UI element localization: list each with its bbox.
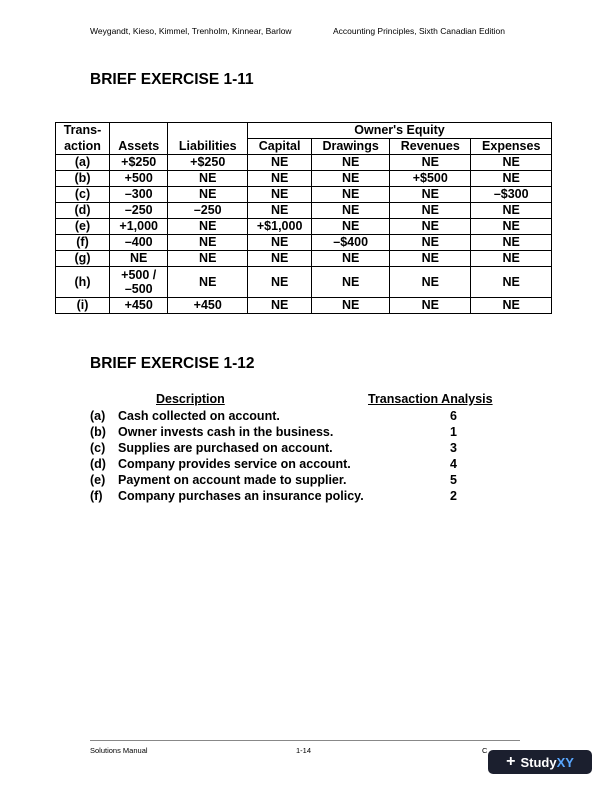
footer-left: Solutions Manual — [90, 746, 148, 755]
list-item — [90, 424, 520, 440]
table-cell: (c) — [56, 187, 110, 203]
table-cell: NE — [312, 298, 390, 314]
item-analysis-number: 5 — [450, 473, 457, 487]
table-cell: +500 — [110, 171, 168, 187]
table-cell: NE — [312, 203, 390, 219]
table-cell: NE — [312, 267, 390, 298]
table-cell: (e) — [56, 219, 110, 235]
col-assets-header: Assets — [110, 139, 168, 155]
table-cell: NE — [248, 235, 312, 251]
table-cell: NE — [168, 251, 248, 267]
table-cell: NE — [248, 298, 312, 314]
item-label: (a) — [90, 409, 106, 423]
table-cell: NE — [312, 187, 390, 203]
table-row — [56, 267, 552, 298]
table-row — [56, 251, 552, 267]
list-item — [90, 488, 520, 504]
table-cell: (a) — [56, 155, 110, 171]
table-row — [56, 155, 552, 171]
table-cell: NE — [390, 187, 471, 203]
table-cell: +450 — [110, 298, 168, 314]
item-description: Company purchases an insurance policy. — [118, 489, 364, 503]
table-cell: –250 — [110, 203, 168, 219]
table-cell: NE — [471, 171, 552, 187]
item-label: (f) — [90, 489, 103, 503]
table-cell: –$400 — [312, 235, 390, 251]
table-cell: NE — [312, 219, 390, 235]
table-cell: NE — [168, 235, 248, 251]
col-transaction-analysis-header: Transaction Analysis — [368, 392, 493, 406]
table-cell: NE — [471, 267, 552, 298]
table-cell: NE — [471, 203, 552, 219]
item-description: Company provides service on account. — [118, 457, 351, 471]
table-cell: –300 — [110, 187, 168, 203]
list-item — [90, 456, 520, 472]
table-cell: NE — [248, 155, 312, 171]
table-cell: NE — [312, 155, 390, 171]
exercise-1-11-title: BRIEF EXERCISE 1-11 — [90, 71, 254, 88]
table-cell: NE — [471, 251, 552, 267]
table-cell: NE — [471, 298, 552, 314]
footer-divider — [90, 740, 520, 741]
table-cell: (b) — [56, 171, 110, 187]
list-item — [90, 440, 520, 456]
list-item — [90, 472, 520, 488]
table-cell: NE — [390, 235, 471, 251]
col-capital-header: Capital — [248, 139, 312, 155]
item-description: Cash collected on account. — [118, 409, 280, 423]
col-expenses-header: Expenses — [471, 139, 552, 155]
table-cell: NE — [110, 251, 168, 267]
item-description: Supplies are purchased on account. — [118, 441, 333, 455]
brand-name-accent: XY — [556, 754, 574, 770]
col-transaction-header-bottom: action — [56, 139, 110, 155]
table-cell: NE — [390, 267, 471, 298]
table-cell: (f) — [56, 235, 110, 251]
table-cell: (d) — [56, 203, 110, 219]
table-row — [56, 171, 552, 187]
header-authors: Weygandt, Kieso, Kimmel, Trenholm, Kinnear, Barlow — [90, 26, 292, 36]
list-header — [90, 392, 520, 408]
table-cell: NE — [168, 187, 248, 203]
table-cell: NE — [312, 251, 390, 267]
table-cell: NE — [168, 219, 248, 235]
table-cell: NE — [390, 251, 471, 267]
table-cell: NE — [312, 171, 390, 187]
table-cell: (h) — [56, 267, 110, 298]
table-cell: NE — [248, 187, 312, 203]
footer-right: C — [482, 746, 488, 755]
table-cell: –$300 — [471, 187, 552, 203]
table-cell: NE — [248, 171, 312, 187]
plus-icon: + — [506, 753, 516, 770]
table-row — [56, 187, 552, 203]
item-analysis-number: 1 — [450, 425, 457, 439]
table-cell: +450 — [168, 298, 248, 314]
table-header-row — [56, 139, 552, 155]
cell-line: +500 / — [121, 268, 157, 282]
table-cell-two-line — [110, 267, 168, 298]
table-cell: +$500 — [390, 171, 471, 187]
item-analysis-number: 6 — [450, 409, 457, 423]
table-cell: NE — [471, 155, 552, 171]
table-cell: NE — [390, 219, 471, 235]
col-transaction-header-top: Trans- — [56, 123, 110, 139]
owners-equity-header: Owner's Equity — [248, 123, 552, 139]
item-analysis-number: 3 — [450, 441, 457, 455]
item-analysis-number: 4 — [450, 457, 457, 471]
item-description: Owner invests cash in the business. — [118, 425, 334, 439]
item-label: (b) — [90, 425, 106, 439]
table-header-row — [56, 123, 552, 139]
table-cell: NE — [390, 155, 471, 171]
item-label: (e) — [90, 473, 106, 487]
item-label: (d) — [90, 457, 106, 471]
table-cell: NE — [248, 251, 312, 267]
table-row — [56, 298, 552, 314]
table-cell: NE — [168, 171, 248, 187]
table-cell: NE — [471, 235, 552, 251]
item-label: (c) — [90, 441, 106, 455]
table-cell: NE — [390, 203, 471, 219]
table-cell: –400 — [110, 235, 168, 251]
col-drawings-header: Drawings — [312, 139, 390, 155]
header-book-title: Accounting Principles, Sixth Canadian Edition — [333, 26, 505, 36]
table-cell: (g) — [56, 251, 110, 267]
table-cell: –250 — [168, 203, 248, 219]
list-item — [90, 408, 520, 424]
cell-line: –500 — [124, 282, 153, 296]
studyxy-badge[interactable] — [488, 750, 592, 774]
table-cell: NE — [471, 219, 552, 235]
brand-name: Study — [520, 754, 557, 770]
table-cell: NE — [248, 203, 312, 219]
table-cell: +$250 — [168, 155, 248, 171]
table-cell: (i) — [56, 298, 110, 314]
col-revenues-header: Revenues — [390, 139, 471, 155]
col-description-header: Description — [156, 392, 225, 406]
table-cell: NE — [390, 298, 471, 314]
footer-page-number: 1-14 — [296, 746, 312, 755]
table-cell: +1,000 — [110, 219, 168, 235]
exercise-1-12-title: BRIEF EXERCISE 1-12 — [90, 355, 255, 372]
item-description: Payment on account made to supplier. — [118, 473, 347, 487]
table-cell: +$250 — [110, 155, 168, 171]
table-row — [56, 235, 552, 251]
table-row — [56, 203, 552, 219]
table-cell: NE — [248, 267, 312, 298]
exercise-1-12-list — [90, 392, 520, 504]
empty-header-cell — [168, 123, 248, 139]
exercise-1-11-table — [55, 122, 552, 314]
item-analysis-number: 2 — [450, 489, 457, 503]
empty-header-cell — [110, 123, 168, 139]
table-cell: +$1,000 — [248, 219, 312, 235]
table-cell: NE — [168, 267, 248, 298]
table-row — [56, 219, 552, 235]
col-liabilities-header: Liabilities — [168, 139, 248, 155]
